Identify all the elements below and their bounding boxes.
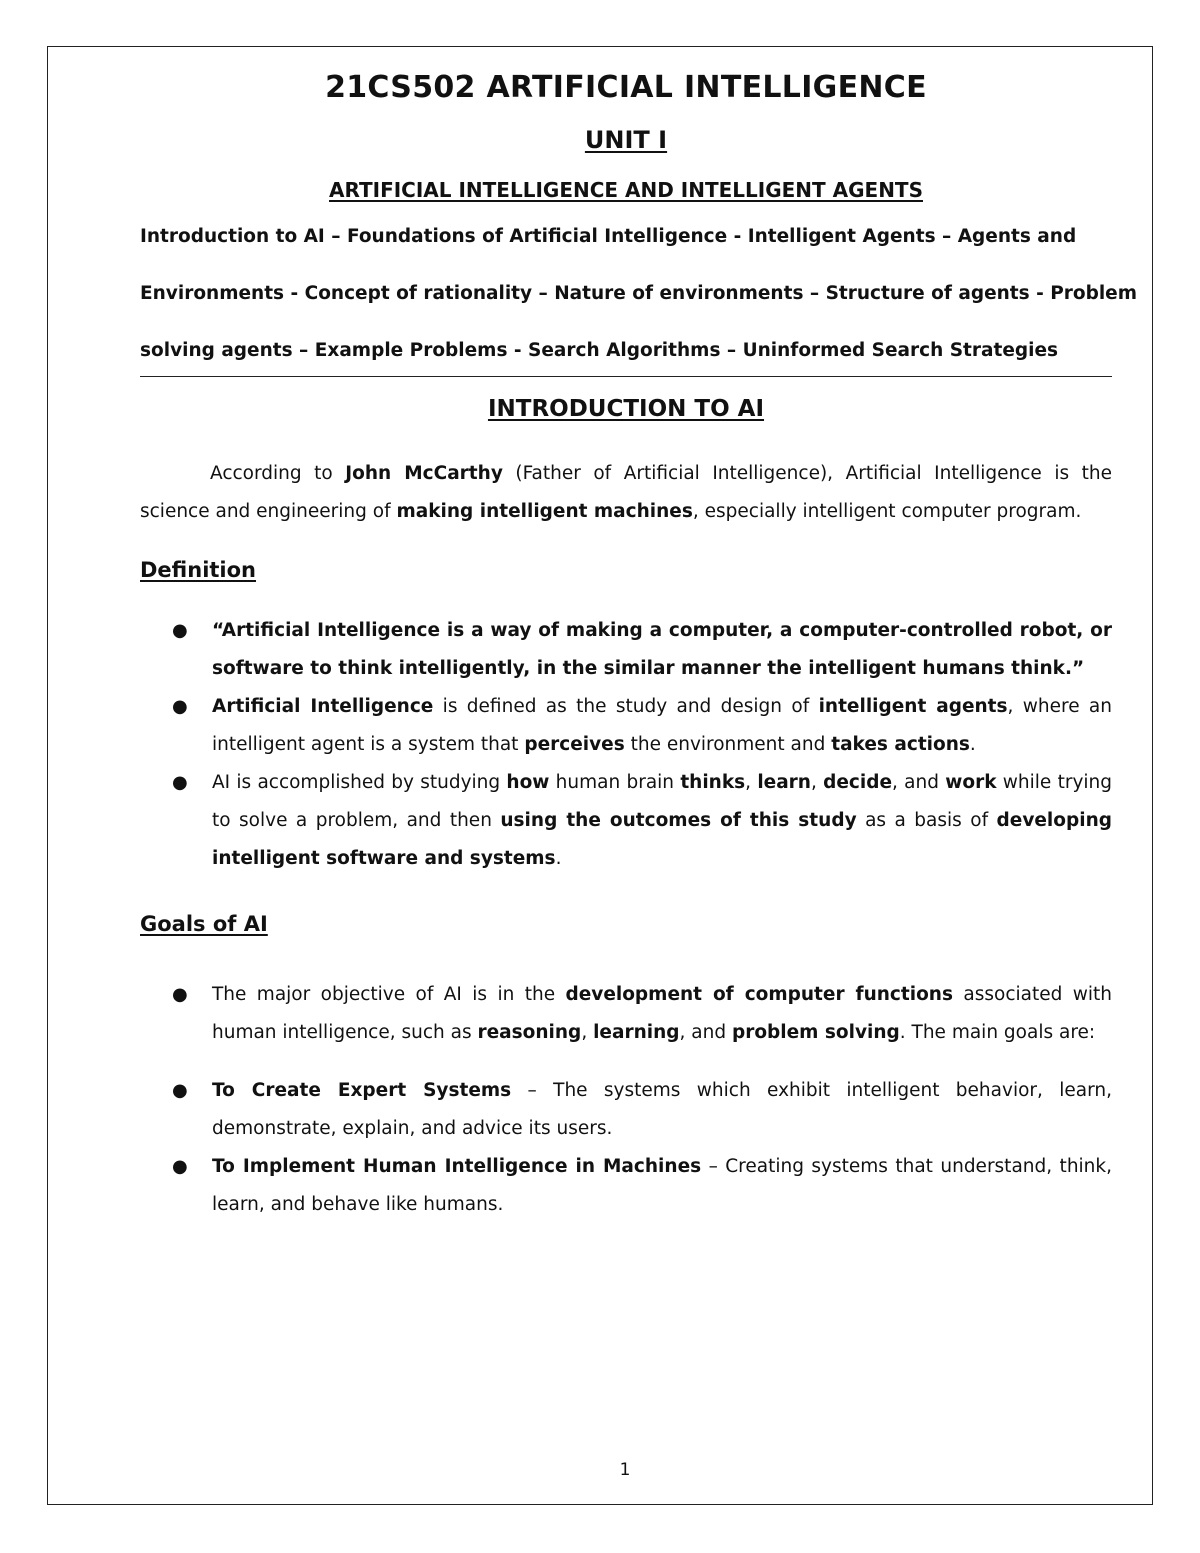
syllabus-line-2: Environments - Concept of rationality – Nature of environments – Structure of agents - Problem: [140, 283, 1137, 304]
bullet-icon: ●: [172, 696, 188, 717]
unit-subtitle: ARTIFICIAL INTELLIGENCE AND INTELLIGENT AGENTS: [329, 178, 923, 202]
list-item: ● AI is accomplished by studying how human brain thinks, learn, decide, and work while trying to solve a problem, and then using the outcomes of this study as a basis of developing intelligent software and systems.: [168, 764, 1112, 878]
definition-list: [168, 612, 1112, 878]
list-item: ● To Implement Human Intelligence in Machines – Creating systems that understand, think, learn, and behave like humans.: [168, 1148, 1112, 1224]
page-number: 1: [619, 1460, 631, 1480]
syllabus-line-1: Introduction to AI – Foundations of Artificial Intelligence - Intelligent Agents – Agents and: [140, 226, 1077, 247]
divider-rule: [140, 376, 1112, 377]
bullet-icon: ●: [172, 772, 188, 793]
list-item: ● The major objective of AI is in the development of computer functions associated with human intelligence, such as reasoning, learning, and problem solving. The main goals are:: [168, 976, 1112, 1052]
definition-heading: Definition: [140, 558, 257, 582]
goals-list: [168, 976, 1112, 1052]
bullet-icon: ●: [172, 1080, 188, 1101]
bullet-icon: ●: [172, 620, 188, 641]
list-item: ● To Create Expert Systems – The systems which exhibit intelligent behavior, learn, demonstrate, explain, and advice its users.: [168, 1072, 1112, 1148]
bullet-icon: ●: [172, 1156, 188, 1177]
unit-heading: UNIT I: [584, 126, 668, 154]
course-title: 21CS502 ARTIFICIAL INTELLIGENCE: [325, 70, 927, 105]
bullet-icon: ●: [172, 984, 188, 1005]
intro-paragraph: According to John McCarthy (Father of Artificial Intelligence), Artificial Intelligence is the science and engineering of making intelligent machines, especially intelligent computer program.: [140, 463, 1112, 522]
goals-heading: Goals of AI: [140, 912, 268, 936]
goals-list-continued: [168, 1072, 1112, 1224]
list-item: ● Artificial Intelligence is defined as the study and design of intelligent agents, where an intelligent agent is a system that perceives the environment and takes actions.: [168, 688, 1112, 764]
list-item: ● “Artificial Intelligence is a way of making a computer, a computer-controlled robot, or software to think intelligently, in the similar manner the intelligent humans think.”: [168, 612, 1112, 688]
section-heading-introduction: INTRODUCTION TO AI: [487, 396, 765, 422]
syllabus-line-3: solving agents – Example Problems - Search Algorithms – Uninformed Search Strategies: [140, 340, 1059, 361]
